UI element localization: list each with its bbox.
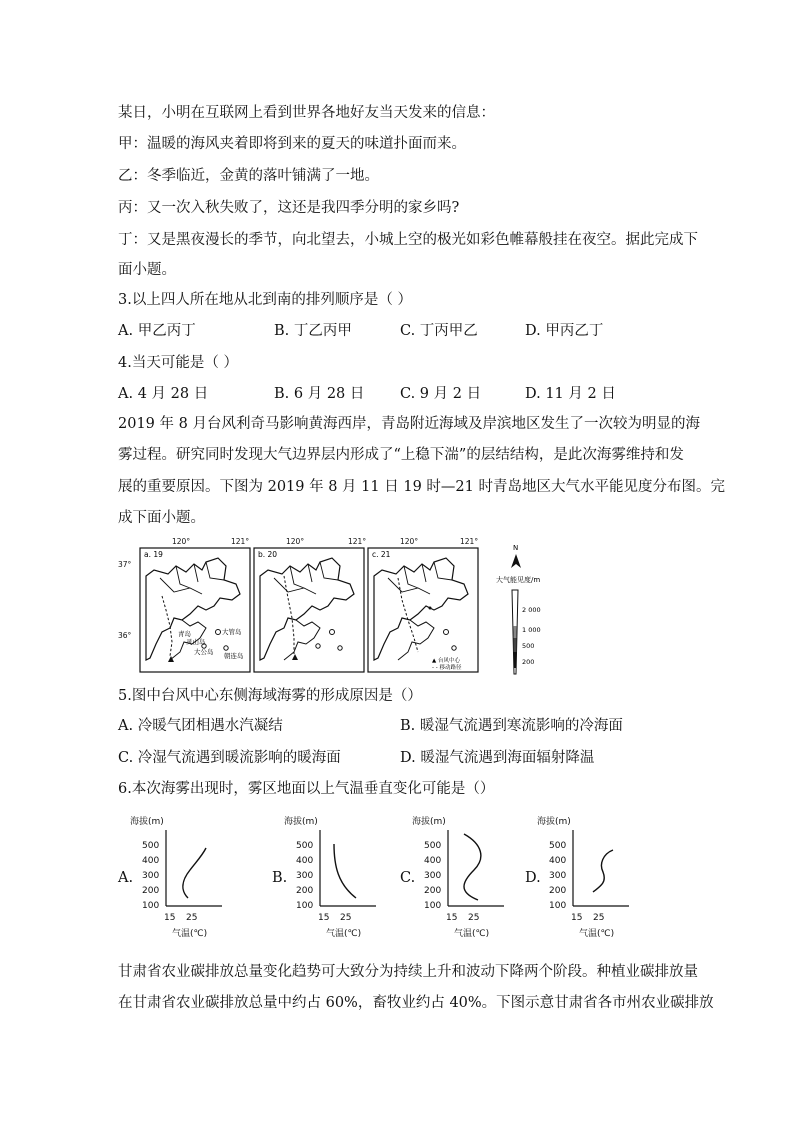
legend-value: 1 000 xyxy=(522,626,541,634)
passage2-line3: 展的重要原因。下图为 2019 年 8 月 11 日 19 时—21 时青岛地区大气水平能见度分布图。完 xyxy=(118,479,725,495)
svg-text:300: 300 xyxy=(549,871,567,881)
svg-text:15: 15 xyxy=(571,913,583,923)
svg-text:500: 500 xyxy=(549,841,567,851)
svg-text:400: 400 xyxy=(142,856,160,866)
map-panel-b xyxy=(254,548,364,672)
lon-label: 121° xyxy=(231,537,250,546)
q5-option-b[interactable]: B. 暖湿气流遇到寒流影响的冷海面 xyxy=(400,718,623,734)
lon-label: 121° xyxy=(460,537,479,546)
svg-text:500: 500 xyxy=(142,841,160,851)
q4-option-b[interactable]: B. 6 月 28 日 xyxy=(274,386,365,402)
x-axis-label: 气温(℃) xyxy=(579,929,615,939)
temperature-curve xyxy=(464,834,481,900)
lon-label: 120° xyxy=(172,537,191,546)
message-ding-cont: 面小题。 xyxy=(118,262,176,278)
passage3-line1: 甘肃省农业碳排放总量变化趋势可大致分为持续上升和波动下降两个阶段。种植业碳排放量 xyxy=(118,964,698,980)
legend-value: 200 xyxy=(522,658,535,666)
x-axis-label: 气温(℃) xyxy=(326,929,362,939)
q4-option-d[interactable]: D. 11 月 2 日 xyxy=(525,386,616,402)
q3-option-d[interactable]: D. 甲丙乙丁 xyxy=(525,323,604,339)
message-ding: 丁：又是黑夜漫长的季节，向北望去，小城上空的极光如彩色帷幕般挂在夜空。据此完成下 xyxy=(118,232,698,248)
svg-text:25: 25 xyxy=(340,913,352,923)
x-axis-label: 气温(℃) xyxy=(454,929,490,939)
svg-text:200: 200 xyxy=(142,886,160,896)
svg-text:100: 100 xyxy=(142,901,160,911)
q6-option-b-letter[interactable]: B. xyxy=(272,870,288,886)
passage2-line1: 2019 年 8 月台风利奇马影响黄海西岸，青岛附近海域及岸滨地区发生了一次较为明显的海 xyxy=(118,416,700,432)
legend-value: 500 xyxy=(522,642,535,650)
svg-text:500: 500 xyxy=(296,841,314,851)
q4-option-c[interactable]: C. 9 月 2 日 xyxy=(400,386,482,402)
q6-option-c-letter[interactable]: C. xyxy=(400,870,416,886)
q6-graph-c[interactable] xyxy=(412,812,512,940)
question-5-stem: 5.图中台风中心东侧海域海雾的形成原因是（） xyxy=(118,688,422,704)
lat-label: 36° xyxy=(118,631,132,640)
y-axis-label: 海拔(m) xyxy=(537,817,571,827)
legend-title: 大气能见度/m xyxy=(496,576,541,584)
place-name: 青岛 xyxy=(178,630,191,638)
q5-option-d[interactable]: D. 暖湿气流遇到海面辐射降温 xyxy=(400,750,595,766)
svg-text:100: 100 xyxy=(424,901,442,911)
svg-text:200: 200 xyxy=(296,886,314,896)
intro-lead: 某日，小明在互联网上看到世界各地好友当天发来的信息： xyxy=(118,105,495,121)
question-4-stem: 4.当天可能是（ ） xyxy=(118,355,238,371)
q6-option-d-letter[interactable]: D. xyxy=(525,870,541,886)
place-name: 大公岛 xyxy=(194,648,214,656)
svg-text:25: 25 xyxy=(186,913,198,923)
passage2-line2: 雾过程。研究同时发现大气边界层内形成了“上稳下湍”的层结结构，是此次海雾维持和发 xyxy=(118,447,684,463)
q3-option-c[interactable]: C. 丁丙甲乙 xyxy=(400,323,478,339)
panel-label: a. 19 xyxy=(144,550,163,559)
q6-graph-a[interactable] xyxy=(130,812,230,940)
x-axis-label: 气温(℃) xyxy=(172,929,208,939)
place-name: 灵山岛 xyxy=(186,638,206,646)
question-6-stem: 6.本次海雾出现时，雾区地面以上气温垂直变化可能是（） xyxy=(118,781,495,797)
panel-label: b. 20 xyxy=(258,550,278,559)
q3-option-a[interactable]: A. 甲乙丙丁 xyxy=(118,323,196,339)
lat-label: 37° xyxy=(118,560,132,569)
svg-text:100: 100 xyxy=(549,901,567,911)
message-yi: 乙：冬季临近，金黄的落叶铺满了一地。 xyxy=(118,168,379,184)
lon-label: 120° xyxy=(400,537,419,546)
svg-text:500: 500 xyxy=(424,841,442,851)
legend-value: 2 000 xyxy=(522,606,541,614)
visibility-map-figure xyxy=(118,534,678,684)
svg-text:400: 400 xyxy=(424,856,442,866)
lon-label: 120° xyxy=(286,537,305,546)
svg-text:25: 25 xyxy=(468,913,480,923)
legend-item: ▲ 台风中心 xyxy=(432,658,460,664)
message-jia: 甲：温暖的海风夹着即将到来的夏天的味道扑面而来。 xyxy=(118,136,466,152)
q5-option-a[interactable]: A. 冷暖气团相遇水汽凝结 xyxy=(118,718,283,734)
svg-text:400: 400 xyxy=(296,856,314,866)
q6-option-a-letter[interactable]: A. xyxy=(118,870,134,886)
map-panel-c xyxy=(368,548,478,672)
passage2-line4: 成下面小题。 xyxy=(118,510,205,526)
q3-option-b[interactable]: B. 丁乙丙甲 xyxy=(274,323,352,339)
y-axis-label: 海拔(m) xyxy=(284,817,318,827)
q6-graph-d[interactable] xyxy=(537,812,637,940)
temperature-curve xyxy=(334,844,356,898)
svg-text:200: 200 xyxy=(549,886,567,896)
svg-text:15: 15 xyxy=(318,913,330,923)
q4-option-a[interactable]: A. 4 月 28 日 xyxy=(118,386,209,402)
y-axis-label: 海拔(m) xyxy=(412,817,446,827)
panel-label: c. 21 xyxy=(372,550,391,559)
place-name: 大管岛 xyxy=(222,628,242,636)
temperature-curve xyxy=(183,848,206,898)
temperature-curve xyxy=(593,850,613,892)
svg-text:300: 300 xyxy=(424,871,442,881)
svg-text:15: 15 xyxy=(446,913,458,923)
svg-text:200: 200 xyxy=(424,886,442,896)
svg-text:N: N xyxy=(513,544,519,552)
q5-option-c[interactable]: C. 冷湿气流遇到暖流影响的暖海面 xyxy=(118,750,341,766)
passage3-line2: 在甘肃省农业碳排放总量中约占 60%，畜牧业约占 40%。下图示意甘肃省各市州农业碳排放 xyxy=(118,995,714,1011)
lon-label: 121° xyxy=(348,537,367,546)
message-bing: 丙：又一次入秋失败了，这还是我四季分明的家乡吗? xyxy=(118,200,460,216)
map-panel-a xyxy=(140,548,250,672)
q6-graph-b[interactable] xyxy=(284,812,384,940)
place-name: 朝连岛 xyxy=(224,652,244,660)
svg-text:300: 300 xyxy=(142,871,160,881)
svg-text:100: 100 xyxy=(296,901,314,911)
svg-text:400: 400 xyxy=(549,856,567,866)
legend-item: - - 移动路径 xyxy=(432,665,462,671)
svg-text:300: 300 xyxy=(296,871,314,881)
north-arrow-icon xyxy=(511,544,521,568)
question-3-stem: 3.以上四人所在地从北到南的排列顺序是（ ） xyxy=(118,292,412,308)
svg-text:15: 15 xyxy=(164,913,176,923)
visibility-legend xyxy=(512,590,541,674)
y-axis-label: 海拔(m) xyxy=(130,817,164,827)
svg-text:25: 25 xyxy=(593,913,605,923)
